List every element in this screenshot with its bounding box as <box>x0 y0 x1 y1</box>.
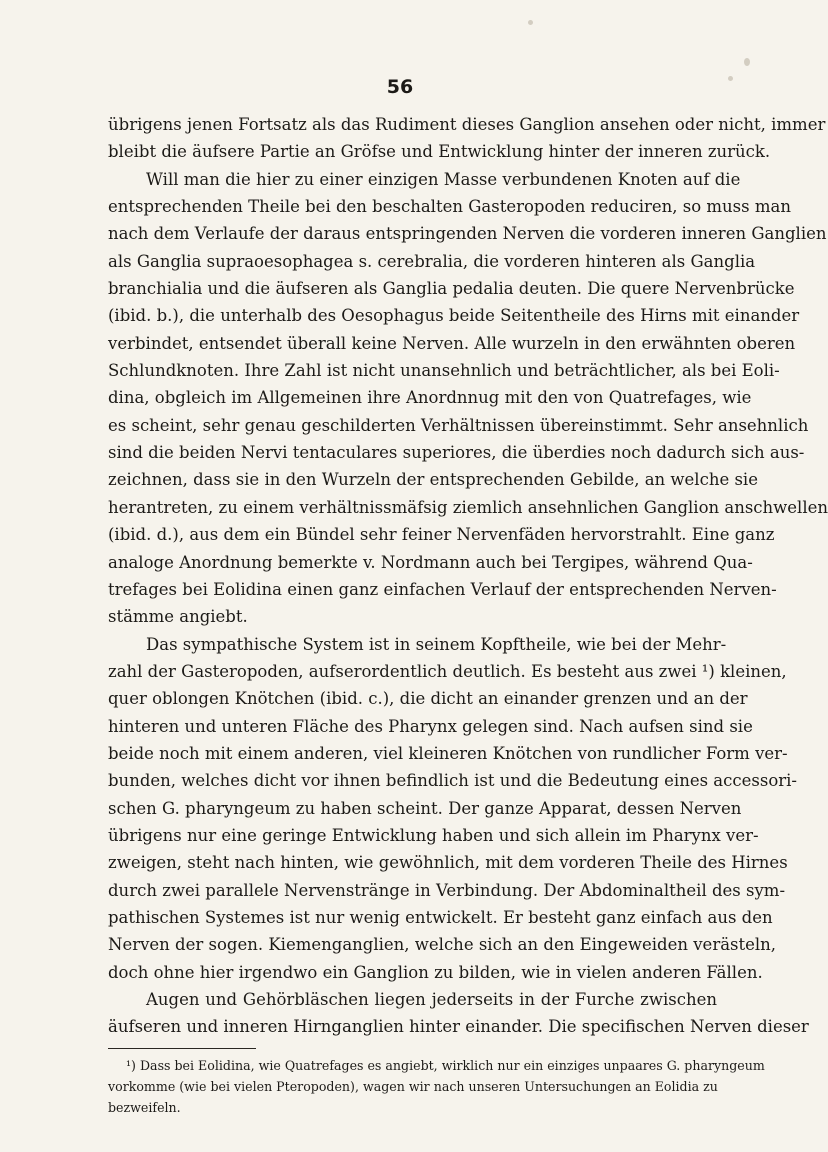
text-line: (ibid. b.), die unterhalb des Oesophagus beide Seitentheile des Hirns mit einander <box>108 306 800 326</box>
text-line: zahl der Gasteropoden, aufserordentlich deutlich. Es besteht aus zwei ¹) kleinen, <box>108 661 787 681</box>
text-line: als Ganglia supraoesophagea s. cerebralia, die vorderen hinteren als Ganglia <box>108 251 756 271</box>
footnote-line: ¹) Dass bei Eolidina, wie Quatrefages es angiebt, wirklich nur ein einziges unpaares G. pharyngeum <box>126 1058 765 1073</box>
footnote-rule <box>108 1048 256 1049</box>
text-line: bleibt die äufsere Partie an Gröfse und Entwicklung hinter der inneren zurück. <box>108 142 771 162</box>
text-line: Will man die hier zu einer einzigen Masse verbundenen Knoten auf die <box>146 169 741 189</box>
footnote-line: vorkomme (wie bei vielen Pteropoden), wagen wir nach unseren Untersuchungen an Eolidia zu <box>108 1079 718 1094</box>
footnote <box>108 1055 765 1118</box>
text-line: es scheint, sehr genau geschilderten Verhältnissen übereinstimmt. Sehr ansehnlich <box>108 415 809 435</box>
text-line: äufseren und inneren Hirnganglien hinter einander. Die specifischen Nerven dieser <box>108 1017 809 1037</box>
text-line: branchialia und die äufseren als Ganglia pedalia deuten. Die quere Nervenbrücke <box>108 279 795 299</box>
footnote-line: bezweifeln. <box>108 1100 181 1115</box>
text-line: Augen und Gehörbläschen liegen jederseits in der Furche zwischen <box>146 990 717 1009</box>
text-line: sind die beiden Nervi tentaculares superiores, die überdies noch dadurch sich aus- <box>108 443 805 463</box>
text-line: Schlundknoten. Ihre Zahl ist nicht unansehnlich und beträchtlicher, als bei Eoli- <box>108 361 780 381</box>
text-line: übrigens nur eine geringe Entwicklung haben und sich allein im Pharynx ver- <box>108 825 759 845</box>
text-line: durch zwei parallele Nervenstränge in Verbindung. Der Abdominaltheil des sym- <box>108 880 786 900</box>
paper-stain <box>744 58 750 66</box>
body-text <box>108 111 828 1041</box>
text-line: doch ohne hier irgendwo ein Ganglion zu bilden, wie in vielen anderen Fällen. <box>108 962 763 982</box>
text-line: Nerven der sogen. Kiemenganglien, welche sich an den Eingeweiden verästeln, <box>108 935 777 955</box>
text-line: analoge Anordnung bemerkte v. Nordmann auch bei Tergipes, während Qua- <box>108 552 753 572</box>
paper-stain <box>528 20 533 25</box>
text-line: entsprechenden Theile bei den beschalten Gasteropoden reduciren, so muss man <box>108 197 791 217</box>
text-line: verbindet, entsendet überall keine Nerven. Alle wurzeln in den erwähnten oberen <box>108 333 796 353</box>
text-line: trefages bei Eolidina einen ganz einfachen Verlauf der entsprechenden Nerven- <box>108 579 777 599</box>
text-line: übrigens jenen Fortsatz als das Rudiment dieses Ganglion ansehen oder nicht, immer <box>108 115 826 134</box>
text-line: schen G. pharyngeum zu haben scheint. Der ganze Apparat, dessen Nerven <box>108 798 742 818</box>
text-line: beide noch mit einem anderen, viel kleineren Knötchen von rundlicher Form ver- <box>108 743 788 763</box>
text-line: pathischen Systemes ist nur wenig entwickelt. Er besteht ganz einfach aus den <box>108 907 773 927</box>
text-line: stämme angiebt. <box>108 607 248 627</box>
text-line: (ibid. d.), aus dem ein Bündel sehr feiner Nervenfäden hervorstrahlt. Eine ganz <box>108 525 775 545</box>
text-line: zeichnen, dass sie in den Wurzeln der entsprechenden Gebilde, an welche sie <box>108 470 758 490</box>
text-line: zweigen, steht nach hinten, wie gewöhnlich, mit dem vorderen Theile des Hirnes <box>108 853 788 873</box>
page-number: 56 <box>386 76 414 98</box>
text-line: herantreten, zu einem verhältnissmäfsig ziemlich ansehnlichen Ganglion anschwellen <box>108 497 828 517</box>
text-line: hinteren und unteren Fläche des Pharynx gelegen sind. Nach aufsen sind sie <box>108 716 753 736</box>
text-line: Das sympathische System ist in seinem Kopftheile, wie bei der Mehr- <box>146 634 727 654</box>
text-line: dina, obgleich im Allgemeinen ihre Anordnnug mit den von Quatrefages, wie <box>108 388 752 408</box>
text-line: nach dem Verlaufe der daraus entspringenden Nerven die vorderen inneren Ganglien <box>108 224 827 244</box>
text-line: quer oblongen Knötchen (ibid. c.), die dicht an einander grenzen und an der <box>108 689 748 709</box>
text-line: bunden, welches dicht vor ihnen befindlich ist und die Bedeutung eines accessori- <box>108 771 797 791</box>
